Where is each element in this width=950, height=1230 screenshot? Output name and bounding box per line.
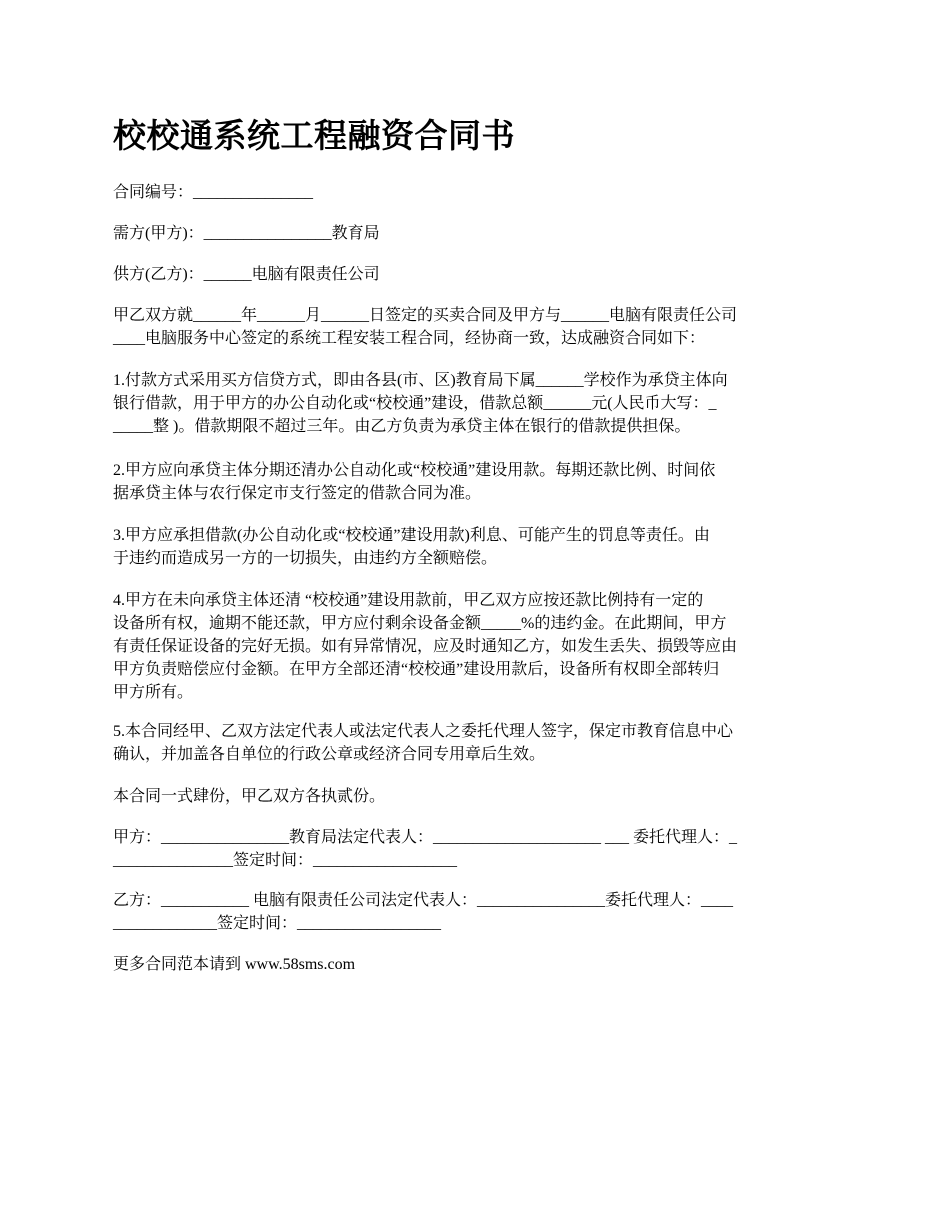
signature-line: _____________签定时间：__________________ [113,915,442,932]
party-b-line: 供方(乙方)：______电脑有限责任公司 [113,266,380,283]
intro-paragraph [113,304,843,350]
clause-5-line: 5.本合同经甲、乙双方法定代表人或法定代表人之委托代理人签字，保定市教育信息中心 [113,723,734,740]
clause-4-line: 甲方所有。 [113,684,194,701]
clause-1-line: 银行借款，用于甲方的办公自动化或“校校通”建设，借款总额______元(人民币大写：_ [113,395,717,412]
clause-4-line: 甲方负责赔偿应付金额。在甲方全部还清“校校通”建设用款后，设备所有权即全部转归 [113,661,720,678]
clause-4-line: 4.甲方在未向承贷主体还清 “校校通”建设用款前，甲乙双方应按还款比例持有一定的 [113,592,704,609]
copies-statement: 本合同一式肆份，甲乙双方各执贰份。 [113,788,386,805]
contract-number: 合同编号：_______________ [113,184,314,201]
clause-4 [113,589,843,704]
clause-3 [113,524,843,570]
clause-1-line: 1.付款方式采用买方信贷方式，即由各县(市、区)教育局下属______学校作为承贷主体向 [113,372,728,389]
intro-line: 甲乙双方就______年______月______日签定的买卖合同及甲方与______电脑有限责任公司 [113,307,738,324]
party-b-signature-block [113,889,843,935]
clause-1 [113,369,843,438]
clause-2-line: 2.甲方应向承贷主体分期还清办公自动化或“校校通”建设用款。每期还款比例、时间依 [113,462,716,479]
footer-note: 更多合同范本请到 www.58sms.com [113,956,356,973]
clause-2-line: 据承贷主体与农行保定市支行签定的借款合同为准。 [113,485,482,502]
clause-4-line: 设备所有权，逾期不能还款，甲方应付剩余设备金额_____%的违约金。在此期间，甲方 [113,615,727,632]
clause-5 [113,720,843,766]
clause-3-line: 3.甲方应承担借款(办公自动化或“校校通”建设用款)利息、可能产生的罚息等责任。由 [113,527,710,544]
party-a-signature-block [113,826,843,872]
document-title: 校校通系统工程融资合同书 [113,116,515,155]
clause-2 [113,459,843,505]
clause-3-line: 于违约而造成另一方的一切损失，由违约方全额赔偿。 [113,550,498,567]
party-a-line: 需方(甲方)：________________教育局 [113,225,380,242]
signature-line: _______________签定时间：__________________ [113,852,458,869]
clause-5-line: 确认，并加盖各自单位的行政公章或经济合同专用章后生效。 [113,746,546,763]
clause-4-line: 有责任保证设备的完好无损。如有异常情况，应及时通知乙方，如发生丢失、损毁等应由 [113,638,738,655]
signature-line: 乙方：___________ 电脑有限责任公司法定代表人：________________委托代理人：____ [113,892,734,909]
clause-1-line: _____整 )。借款期限不超过三年。由乙方负责为承贷主体在银行的借款提供担保。 [113,418,691,435]
signature-line: 甲方：________________教育局法定代表人：_____________________ ___ 委托代理人：_ [113,829,738,846]
intro-line: ____电脑服务中心签定的系统工程安装工程合同，经协商一致，达成融资合同如下： [113,330,706,347]
